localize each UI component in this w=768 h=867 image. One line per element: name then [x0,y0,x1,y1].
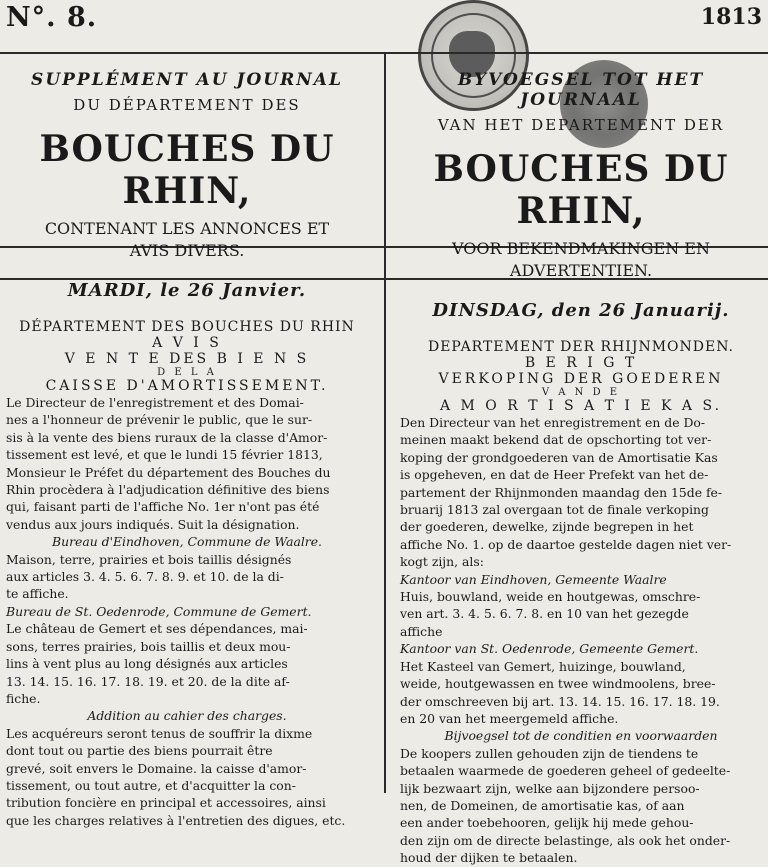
paragraph-4 [6,725,368,829]
text-line: lijk bezwaart zijn, welke aan bijzondere persoo- [400,780,700,796]
addition-heading: Addition au cahier des charges. [87,708,287,724]
text-line: ven art. 3. 4. 5. 6. 7. 8. en 10 van het gezegde [400,606,689,622]
text-line: en 20 van het meergemeld affiche. [400,710,619,726]
section-heading: DÉPARTEMENT DES BOUCHES DU RHIN [19,319,355,335]
text-line: der omschreeven bij art. 13. 14. 15. 16. 17. 18. 19. [400,693,720,709]
text-line: meinen maakt bekend dat de opschorting tot ver- [400,432,712,448]
de-la-line: D E L A [157,367,217,378]
text-line: nes a l'honneur de prévenir le public, que le sur- [6,412,313,428]
text-line: der goederen, dewelke, zijnde begrepen in het [400,519,694,535]
text-line: kogt zijn, als: [400,554,484,570]
notice-body [394,414,768,867]
paragraph-3 [400,658,762,728]
text-line: den zijn om de directe belastinge, als ook het onder- [400,832,731,848]
supplement-title: BYVOEGSEL TOT HET JOURNAAL [457,70,705,110]
french-column [0,70,374,829]
fund-heading: CAISSE D'AMORTISSEMENT. [45,378,329,394]
text-line: aux articles 3. 4. 5. 6. 7. 8. 9. et 10. de la di- [6,569,284,585]
text-line: tribution foncière en principal et accessoires, ainsi [6,795,326,811]
text-line: Les acquéreurs seront tenus de souffrir la dixme [6,725,313,741]
issue-date: MARDI, le 26 Janvier. [67,280,307,301]
text-line: bruarij 1813 zal overgaan tot de finale verkoping [400,502,709,518]
text-line: Le Directeur de l'enregistrement et des Domai- [6,395,304,410]
year: 1813 [700,4,762,30]
text-line: De koopers zullen gehouden zijn de tiendens te [400,745,699,761]
text-line: sis à la vente des biens ruraux de la classe d'Amor- [6,429,328,445]
notice-body [0,394,374,829]
text-line: affiche No. 1. op de daartoe gestelde dagen niet ver- [400,536,732,552]
paragraph-2 [400,588,762,640]
fund-heading: A M O R T I S A T I E K A S. [439,398,723,414]
text-line: Den Directeur van het enregistrement en de Do- [400,415,706,430]
paragraph-1 [400,414,762,571]
issue-date: DINSDAG, den 26 Januarij. [432,300,730,321]
office-heading-1: Kantoor van Eindhoven, Gemeente Waalre [400,571,667,587]
text-line: Het Kasteel van Gemert, huizinge, bouwland, [400,658,686,674]
text-line: tissement, ou tout autre, et d'acquitter la con- [6,777,296,793]
column-divider [384,52,386,793]
notice-heading: B E R I G T [524,355,638,371]
text-line: een ander toebehooren, gelijk hij mede gehou- [400,815,694,831]
dutch-column [394,70,768,867]
text-line: houd der dijken te betaalen. [400,850,578,866]
text-line: dont tout ou partie des biens pourrait être [6,743,273,759]
text-line: te affiche. [6,586,69,602]
text-line: Rhin procèdera à l'adjudication définitive des biens [6,482,330,498]
text-line: is opgeheven, en dat de Heer Prefekt van het de- [400,467,709,483]
text-line: grevé, soit envers le Domaine. la caisse d'amor- [6,760,307,776]
paragraph-3 [6,620,368,707]
paragraph-2 [6,551,368,603]
contents-line-2: AVIS DIVERS. [129,241,245,260]
text-line: qui, faisant parti de l'affiche No. 1er n'ont pas été [6,499,320,515]
office-heading-2: Bureau de St. Oedenrode, Commune de Gemert. [6,603,312,619]
section-heading: DEPARTEMENT DER RHIJNMONDEN. [427,339,735,355]
text-line: nen, de Domeinen, de amortisatie kas, of aan [400,797,685,813]
text-line: que les charges relatives à l'entretien des digues, etc. [6,812,346,828]
paragraph-4 [400,745,762,867]
text-line: tissement est levé, et que le lundi 15 février 1813, [6,447,323,463]
text-line: 13. 14. 15. 16. 17. 18. 19. et 20. de la dite af- [6,673,290,689]
paragraph-1 [6,394,368,533]
addition-heading: Bijvoegsel tot de conditien en voorwaarden [444,728,718,744]
van-de-line: V A N D E [541,387,621,398]
text-line: Huis, bouwland, weide en houtgewas, omschre- [400,589,701,605]
contents-line-2: ADVERTENTIEN. [509,261,653,280]
sale-heading: VERKOPING DER GOEDEREN [438,371,724,387]
notice-heading: A V I S [152,335,222,351]
newspaper-title: BOUCHES DU RHIN, [39,128,335,212]
text-line: sons, terres prairies, bois taillis et deux mou- [6,638,291,654]
department-line: DU DÉPARTEMENT DES [73,96,301,114]
text-line: fiche. [6,690,41,706]
text-line: lins à vent plus au long désignés aux articles [6,656,288,672]
contents-line-1: VOOR BEKENDMAKINGEN EN [452,239,710,258]
sale-heading: V E N T E DES B I E N S [64,351,310,367]
text-line: affiche [400,623,443,639]
office-heading-1: Bureau d'Eindhoven, Commune de Waalre. [52,534,322,550]
office-heading-2: Kantoor van St. Oedenrode, Gemeente Gemert. [400,641,699,657]
text-line: partement der Rhijnmonden maandag den 15de fe- [400,484,723,500]
contents-line-1: CONTENANT LES ANNONCES ET [44,219,330,238]
text-line: Monsieur le Préfet du département des Bouches du [6,464,331,480]
text-line: koping der grondgoederen van de Amortisatie Kas [400,449,718,465]
issue-number: N°. 8. [6,2,98,33]
text-line: vendus aux jours indiqués. Suit la désignation. [6,516,300,532]
text-line: Maison, terre, prairies et bois taillis désignés [6,551,292,567]
newspaper-title: BOUCHES DU RHIN, [433,148,729,232]
text-line: betaalen waarmede de goederen geheel of gedeelte- [400,763,731,779]
department-line: VAN HET DEPARTEMENT DER [437,116,725,134]
text-line: Le château de Gemert et ses dépendances, mai- [6,621,308,637]
supplement-title: SUPPLÉMENT AU JOURNAL [31,70,343,90]
text-line: weide, houtgewassen en twee windmoolens, bree- [400,676,716,692]
